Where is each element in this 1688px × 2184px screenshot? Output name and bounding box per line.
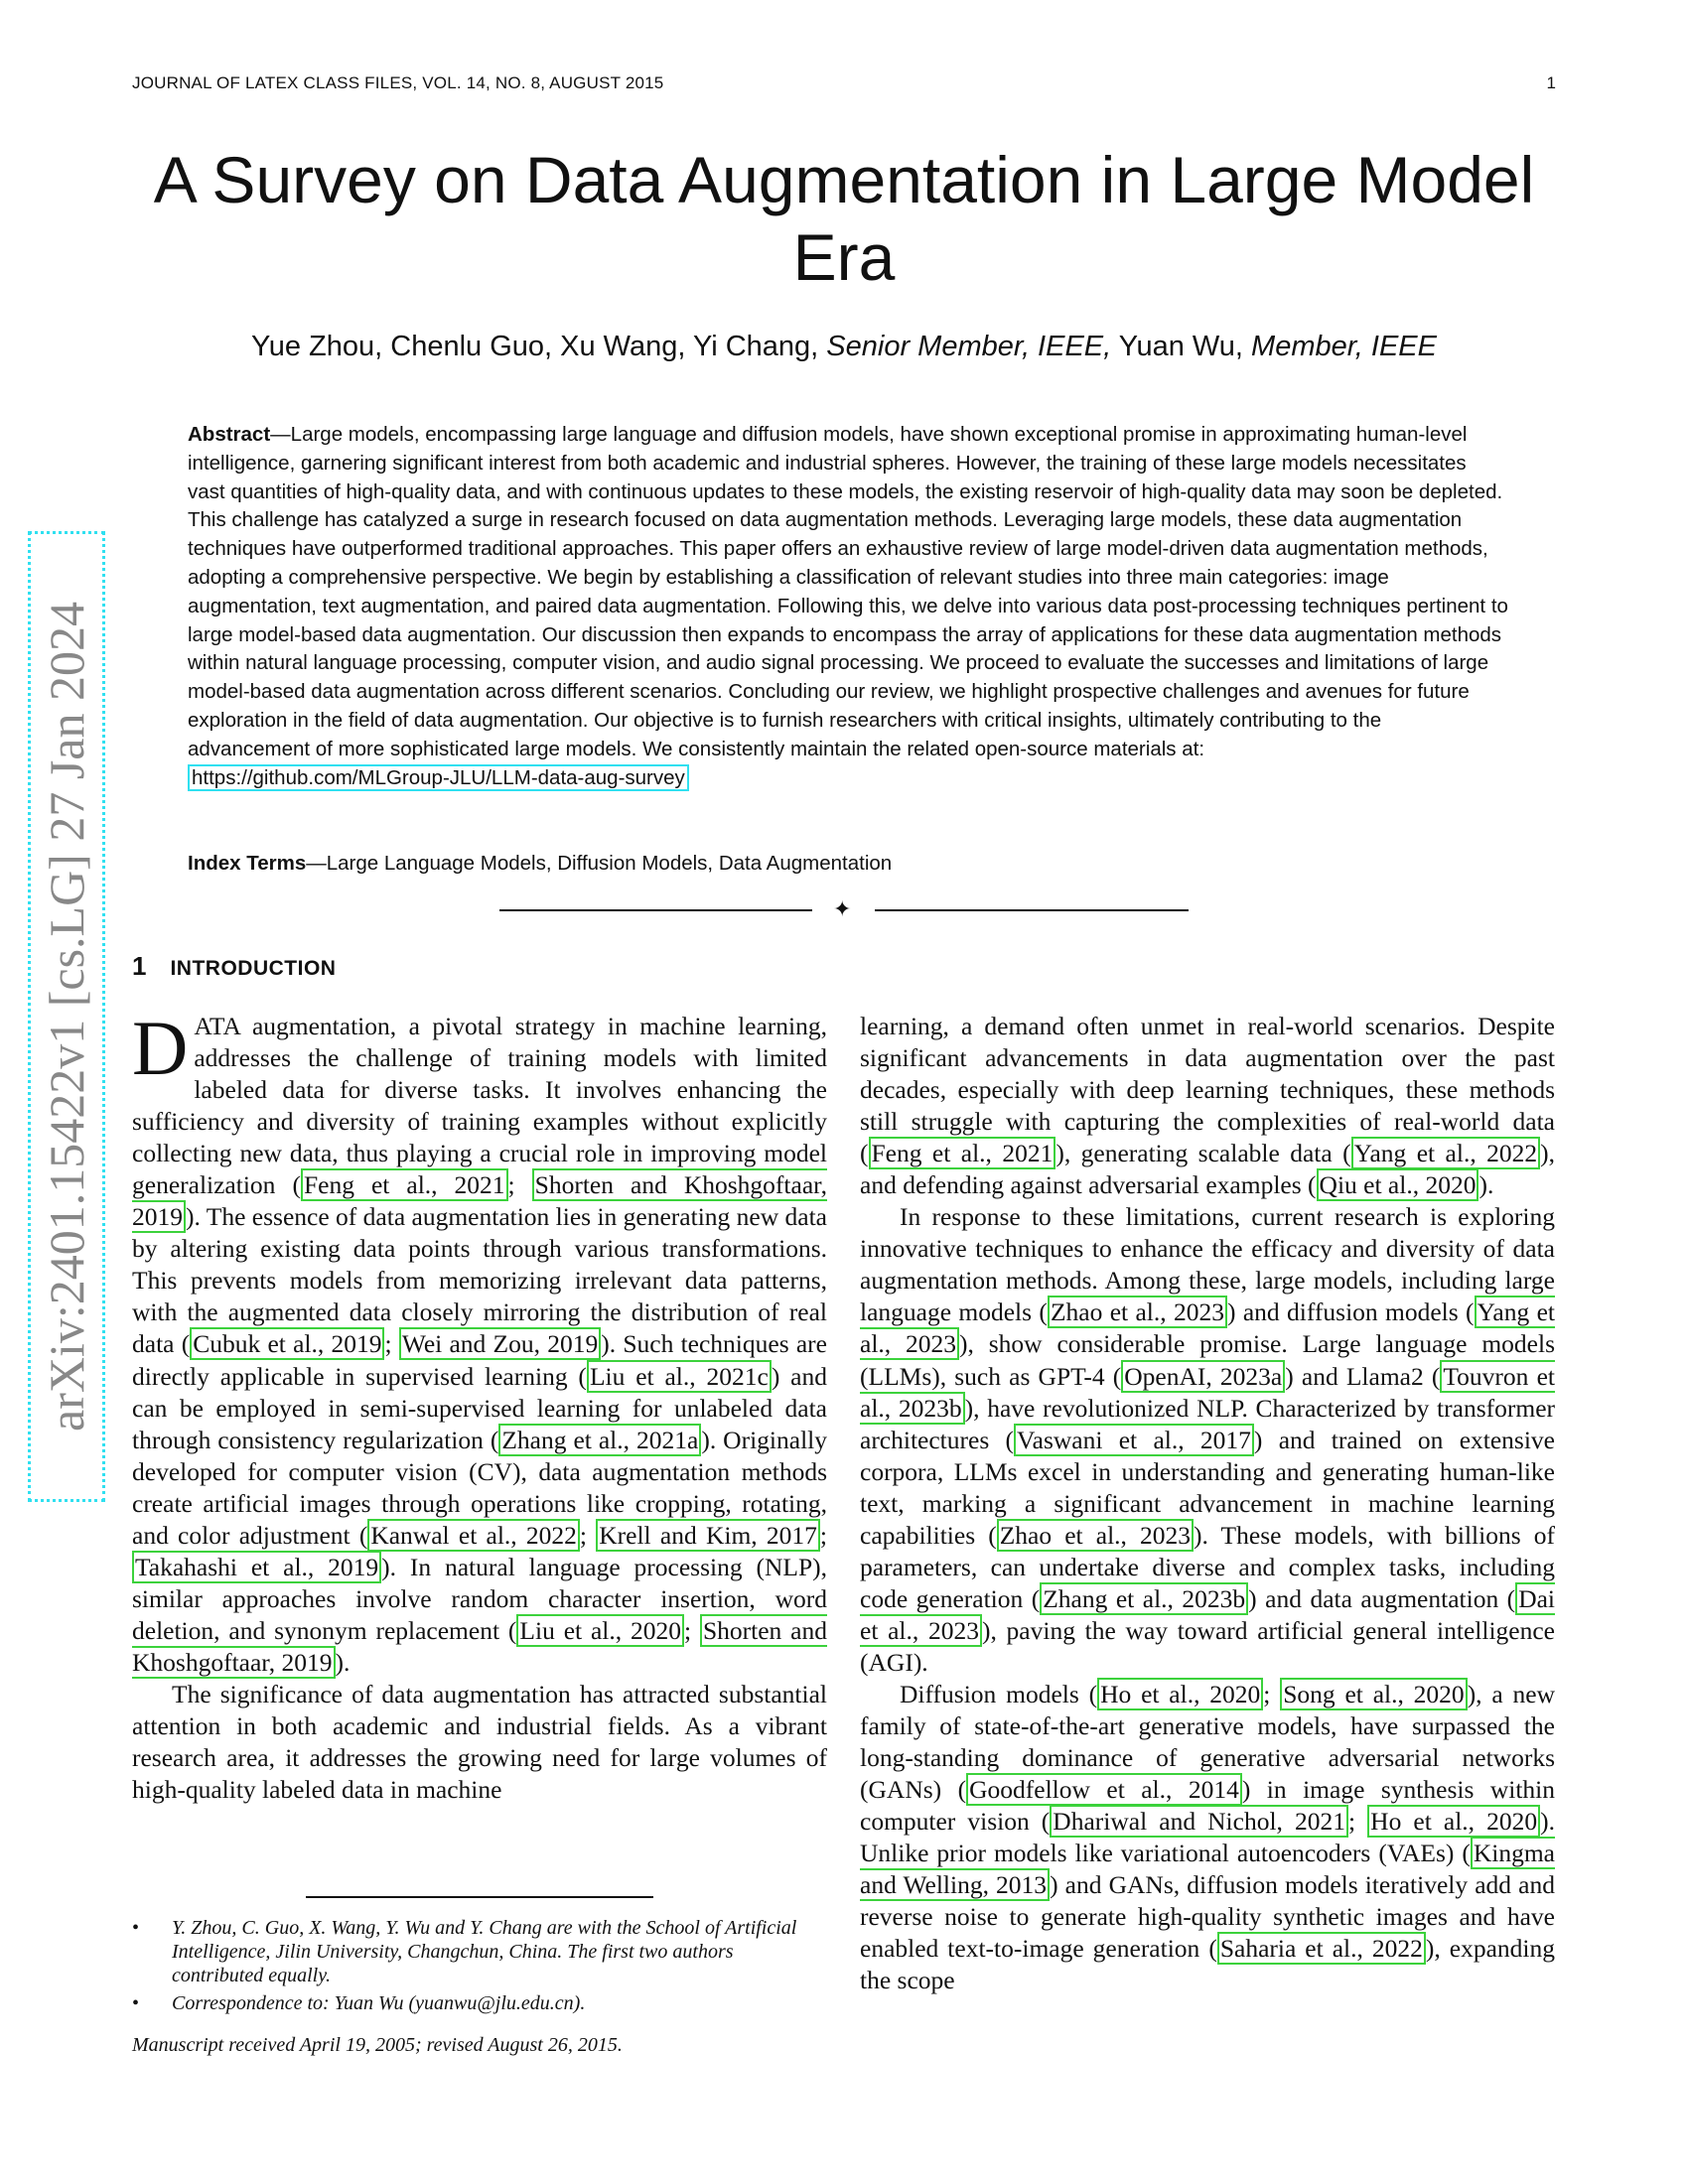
paper-title: A Survey on Data Augmentation in Large Model Era — [153, 143, 1535, 294]
citation-link[interactable]: Liu et al., 2021c — [587, 1360, 772, 1393]
body-text: ), generating scalable data ( — [1055, 1139, 1351, 1168]
body-text: ATA augmentation, a pivotal strategy in machine learning, addresses the challenge of training models with limited labeled data for diverse tasks. It involves enhancing the sufficiency and diversity of training examples without explicitly collecting new data, thus playing a crucial role in improving model generalization ( — [132, 1012, 827, 1200]
citation-link[interactable]: Feng et al., 2021 — [869, 1137, 1056, 1169]
paragraph — [860, 1011, 1555, 1201]
citation-link[interactable]: Dai et al., 2023 — [860, 1583, 1556, 1645]
author-names-1: Yue Zhou, Chenlu Guo, Xu Wang, Yi Chang, — [250, 331, 819, 362]
body-text: ). These models, with billions of parameters, can undertake diverse and complex tasks, including code generation ( — [860, 1520, 1556, 1613]
citation-link[interactable]: Wei and Zou, 2019 — [399, 1327, 601, 1360]
abstract-label: Abstract — [188, 423, 271, 446]
citation-link[interactable]: Vaswani et al., 2017 — [1014, 1424, 1254, 1456]
paragraph — [860, 1679, 1555, 1996]
body-text: ), expanding the scope — [860, 1934, 1555, 1995]
body-text: ; — [579, 1520, 597, 1550]
citation-link[interactable]: Zhang et al., 2023b — [1040, 1582, 1248, 1615]
citation-link[interactable]: Liu et al., 2020 — [516, 1614, 684, 1647]
body-text: ). The essence of data augmentation lies in generating new data by altering existing data points through various transformations. This prevents models from memorizing irrelevant data patterns, with the augmented data closely mirroring the distribution of real data ( — [132, 1202, 827, 1359]
index-terms-text: —Large Language Models, Diffusion Models, Data Augmentation — [306, 852, 893, 875]
footnote-rule — [306, 1896, 653, 1898]
footnote-item: • Y. Zhou, C. Guo, X. Wang, Y. Wu and Y. Chang are with the School of Artificial Intelligence, Jilin University, Changchun, China. The first two authors contributed equally. — [132, 1917, 797, 1986]
body-text: ). Originally developed for computer vision (CV), data augmentation methods create artificial images through operations like cropping, rotating, and color adjustment ( — [132, 1425, 827, 1550]
body-text: Diffusion models ( — [900, 1679, 1098, 1708]
arxiv-stamp[interactable] — [28, 531, 105, 1502]
body-text: ; — [1263, 1679, 1281, 1708]
body-text: ), show considerable promise. Large language models (LLMs), such as GPT-4 ( — [860, 1329, 1555, 1391]
citation-link[interactable]: Qiu et al., 2020 — [1317, 1168, 1479, 1201]
citation-link[interactable]: Goodfellow et al., 2014 — [966, 1773, 1242, 1806]
author-role-1: Senior Member, IEEE, — [826, 331, 1112, 362]
citation-link[interactable]: Krell and Kim, 2017 — [596, 1519, 820, 1552]
section-divider — [499, 899, 1189, 921]
citation-link[interactable]: Saharia et al., 2022 — [1217, 1932, 1426, 1965]
citation-link[interactable]: Shorten and Khoshgoftaar, 2019 — [132, 1170, 827, 1232]
citation-link[interactable]: Ho et al., 2020 — [1097, 1678, 1263, 1710]
author-role-2: Member, IEEE — [1251, 331, 1437, 362]
body-text: ). Unlike prior models like variational autoencoders (VAEs) ( — [860, 1807, 1555, 1868]
body-text: ; — [684, 1615, 700, 1645]
author-names-2: Yuan Wu, — [1118, 331, 1243, 362]
section-heading — [132, 951, 336, 982]
citation-link[interactable]: Zhao et al., 2023 — [1048, 1296, 1227, 1328]
abstract — [188, 421, 1508, 792]
body-text: ; — [819, 1520, 827, 1550]
citation-link[interactable]: Cubuk et al., 2019 — [190, 1327, 384, 1360]
body-text: ). — [1478, 1170, 1494, 1200]
body-text: ). — [335, 1647, 351, 1677]
right-column — [860, 1011, 1555, 1996]
footnote-correspondence: Correspondence to: Yuan Wu (yuanwu@jlu.edu.cn). — [172, 1992, 586, 2014]
body-text: ) and GANs, diffusion models iteratively add and reverse noise to generate high-quality synthetic images and have enabled text-to-image generation ( — [860, 1870, 1555, 1964]
citation-link[interactable]: Ho et al., 2020 — [1367, 1805, 1540, 1838]
index-terms — [188, 852, 1508, 876]
body-text: ), paving the way toward artificial general intelligence (AGI). — [860, 1615, 1555, 1677]
body-text: ) in image synthesis within computer vision ( — [860, 1775, 1555, 1837]
citation-link[interactable]: Song et al., 2020 — [1280, 1678, 1467, 1710]
body-text: ) and Llama2 ( — [1285, 1361, 1441, 1391]
citation-link[interactable]: Takahashi et al., 2019 — [132, 1551, 381, 1583]
diamond-icon: ✦ — [833, 897, 852, 922]
body-text: ; — [384, 1329, 399, 1359]
manuscript-note: Manuscript received April 19, 2005; revised August 26, 2015. — [132, 2034, 623, 2056]
body-text: ), and defending against adversarial examples ( — [860, 1139, 1555, 1200]
index-terms-label: Index Terms — [188, 852, 307, 875]
arxiv-stamp-text: arXiv:2401.15422v1 [cs.LG] 27 Jan 2024 — [39, 602, 94, 1432]
body-text: ) and trained on extensive corpora, LLMs excel in understanding and generating human-like text, marking a significant advancement in machine learning capabilities ( — [860, 1425, 1555, 1550]
body-text: ). Such techniques are directly applicable in supervised learning ( — [132, 1329, 827, 1391]
body-text: ), a new family of state-of-the-art generative models, have surpassed the long-standing dominance of generative adversarial networks (GANs) ( — [860, 1679, 1556, 1805]
citation-link[interactable]: Yang et al., 2023 — [860, 1297, 1555, 1359]
dropcap: D — [132, 1005, 189, 1091]
body-text: ) and can be employed in semi-supervised learning for unlabeled data through consistency regularization ( — [132, 1361, 828, 1454]
body-text: learning, a demand often unmet in real-world scenarios. Despite significant advancements in data augmentation over the past decades, especially with deep learning techniques, these methods still struggle with capturing the complexities of real-world data ( — [860, 1012, 1555, 1168]
citation-link[interactable]: Kingma and Welling, 2013 — [860, 1839, 1555, 1900]
paragraph — [860, 1201, 1555, 1679]
paragraph — [132, 1005, 828, 1679]
footnotes — [132, 1916, 827, 2057]
citation-link[interactable]: Shorten and Khoshgoftaar, 2019 — [132, 1615, 828, 1677]
page-number: 1 — [1546, 73, 1556, 92]
body-text: ; — [507, 1170, 532, 1200]
citation-link[interactable]: Touvron et al., 2023b — [860, 1361, 1555, 1423]
footnote-item: • Correspondence to: Yuan Wu (yuanwu@jlu.edu.cn). — [132, 1992, 586, 2014]
section-number: 1 — [132, 951, 147, 981]
author-list — [109, 331, 1579, 363]
citation-link[interactable]: Zhao et al., 2023 — [997, 1519, 1194, 1552]
journal-header: JOURNAL OF LATEX CLASS FILES, VOL. 14, NO. 8, AUGUST 2015 — [132, 73, 664, 92]
left-column — [132, 1005, 828, 1806]
section-title: INTRODUCTION — [170, 957, 337, 980]
citation-link[interactable]: Yang et al., 2022 — [1351, 1137, 1541, 1169]
left-p1-text — [132, 1005, 828, 1679]
citation-link[interactable]: OpenAI, 2023a — [1121, 1360, 1285, 1393]
body-text: ) and diffusion models ( — [1227, 1297, 1475, 1327]
body-text: ). In natural language processing (NLP), similar approaches involve random character insertion, word deletion, and synonym replacement ( — [132, 1552, 827, 1645]
body-text: ), have revolutionized NLP. Characterized by transformer architectures ( — [860, 1393, 1556, 1454]
abstract-text: —Large models, encompassing large language and diffusion models, have shown exceptional promise in approximating human-level intelligence, garnering significant interest from both academic and industrial spheres. However, the training of these large models necessitates vast quantities of high-quality data, and with continuous updates to these models, the existing reservoir of high-quality data may soon be depleted. This challenge has catalyzed a surge in research focused on data augmentation methods. Leveraging large models, these data augmentation techniques have outperformed traditional approaches. This paper offers an exhaustive review of large model-driven data augmentation methods, adopting a comprehensive perspective. We begin by establishing a classification of relevant studies into three main categories: image augmentation, text augmentation, and paired data augmentation. Following this, we delve into various data post-processing techniques pertinent to large model-based data augmentation. Our discussion then expands to encompass the array of applications for these data augmentation methods within natural language processing, computer vision, and audio signal processing. We proceed to evaluate the successes and limitations of large model-based data augmentation across different scenarios. Concluding our review, we highlight prospective challenges and avenues for future exploration in the field of data augmentation. Our objective is to furnish researchers with critical insights, ultimately contributing to the advancement of more sophisticated large models. We consistently maintain the related open-source materials at: — [188, 423, 1508, 760]
citation-link[interactable]: Dhariwal and Nichol, 2021 — [1050, 1805, 1348, 1838]
citation-link[interactable]: Feng et al., 2021 — [301, 1168, 508, 1201]
body-text: In response to these limitations, current research is exploring innovative techniques to enhance the efficacy and diversity of data augmentation methods. Among these, large models, including large language models ( — [860, 1202, 1555, 1327]
paragraph: The significance of data augmentation has attracted substantial attention in both academic and industrial fields. As a vibrant research area, it addresses the growing need for large volumes of high-quality labeled data in machine — [132, 1679, 827, 1805]
citation-link[interactable]: Kanwal et al., 2022 — [367, 1519, 580, 1552]
citation-link[interactable]: Zhang et al., 2021a — [498, 1424, 701, 1456]
repo-link[interactable]: https://github.com/MLGroup-JLU/LLM-data-aug-survey — [188, 764, 689, 791]
body-text: ; — [1348, 1807, 1368, 1837]
body-text: ) and data augmentation ( — [1248, 1583, 1516, 1613]
footnote-affiliation: Y. Zhou, C. Guo, X. Wang, Y. Wu and Y. Chang are with the School of Artificial Intelligence, Jilin University, Changchun, China. The first two authors contributed equally. — [172, 1917, 797, 1986]
